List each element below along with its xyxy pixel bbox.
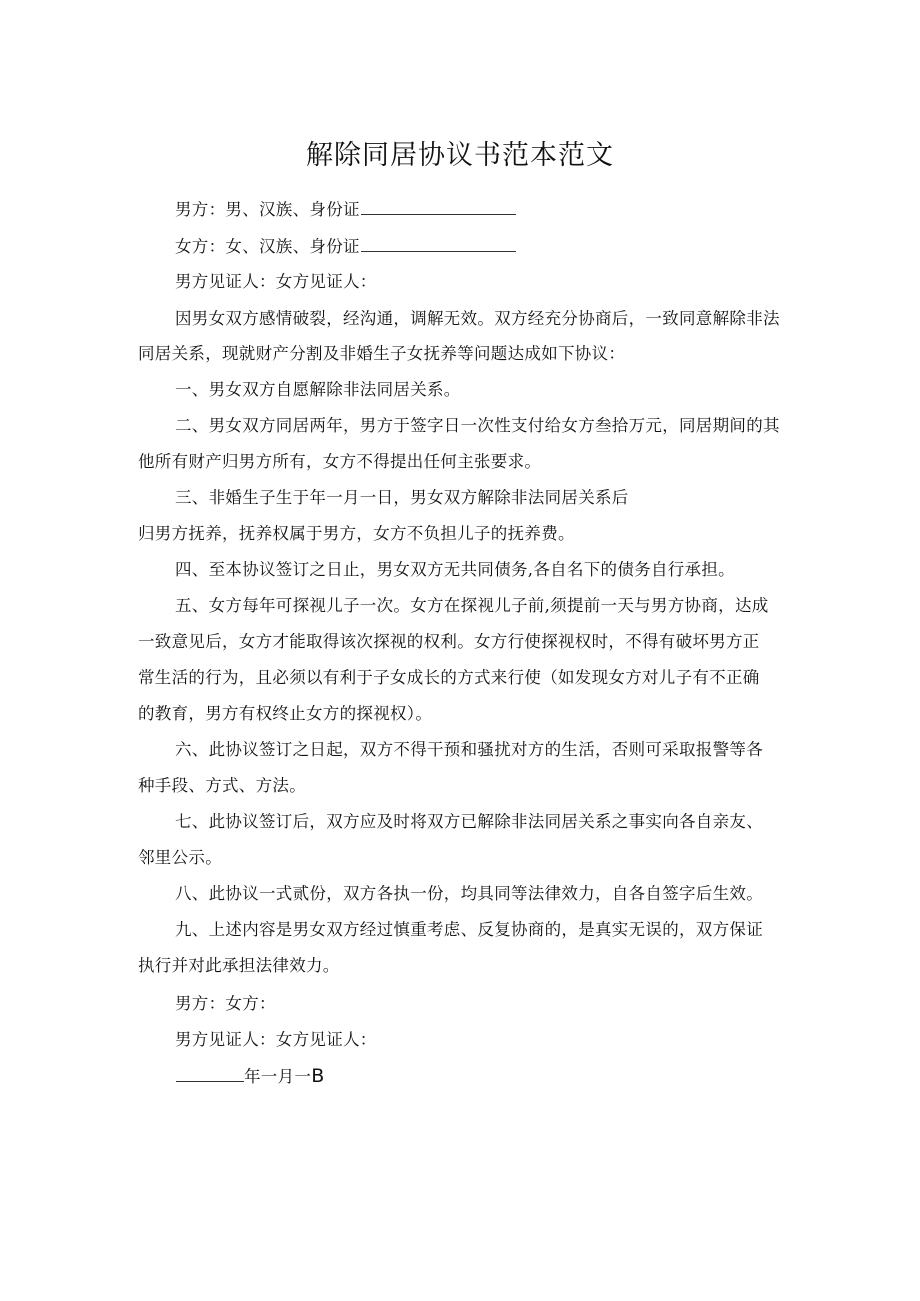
sign-witnesses: 男方见证人：女方见证人： [175,1030,377,1049]
date-suffix: B [311,1065,325,1087]
id-blank-male [361,200,516,215]
clause-9-line: 九、上述内容是男女双方经过慎重考虑、反复协商的，是真实无误的，双方保证 [175,920,763,939]
clause-7-line: 邻里公示。 [138,848,222,867]
clause-4: 四、至本协议签订之日止，男女双方无共同债务,各自名下的债务自行承担。 [175,560,735,579]
clause-7-line: 七、此协议签订后，双方应及时将双方已解除非法同居关系之事实向各自亲友、 [175,812,763,831]
intro-line: 因男女双方感情破裂，经沟通，调解无效。双方经充分协商后，一致同意解除非法 [175,309,780,328]
clause-3-line: 归男方抚养，抚养权属于男方，女方不负担儿子的抚养费。 [138,524,575,543]
clause-5-line: 常生活的行为，且必须以有利于子女成长的方式来行使（如发现女方对儿子有不正确 [138,668,760,687]
date-year-blank [176,1067,244,1082]
clause-5-line: 一致意见后，女方才能取得该次探视的权利。女方行使探视权时，不得有破坏男方正 [138,632,760,651]
party-female-line [175,235,516,259]
clause-9-line: 执行并对此承担法律效力。 [138,956,340,975]
clause-2-line: 他所有财产归男方所有，女方不得提出任何主张要求。 [138,452,542,471]
party-male-line [175,198,516,222]
party-male-label: 男方：男、汉族、身份证 [175,200,360,219]
sign-parties: 男方：女方： [175,994,276,1013]
date-line [175,1064,325,1089]
document-title: 解除同居协议书范本范文 [306,140,614,171]
clause-5-line: 的教育，男方有权终止女方的探视权）。 [138,704,433,723]
party-female-label: 女方：女、汉族、身份证 [175,237,360,256]
clause-8: 八、此协议一式贰份，双方各执一份，均具同等法律效力，自各自签字后生效。 [175,884,763,903]
witnesses-top: 男方见证人：女方见证人： [175,272,377,291]
id-blank-female [361,237,516,252]
clause-5-line: 五、女方每年可探视儿子一次。女方在探视儿子前,须提前一天与男方协商，达成 [175,596,769,615]
clause-6-line: 六、此协议签订之日起，双方不得干预和骚扰对方的生活，否则可采取报警等各 [175,740,763,759]
clause-1: 一、男女双方自愿解除非法同居关系。 [175,380,461,399]
date-text: 年一月一 [244,1067,312,1086]
clause-3-line: 三、非婚生子生于年一月一日，男女双方解除非法同居关系后 [175,488,629,507]
clause-2-line: 二、男女双方同居两年，男方于签字日一次性支付给女方叁拾万元，同居期间的其 [175,416,780,435]
clause-6-line: 种手段、方式、方法。 [138,776,306,795]
intro-line: 同居关系，现就财产分割及非婚生子女抚养等问题达成如下协议： [138,344,626,363]
